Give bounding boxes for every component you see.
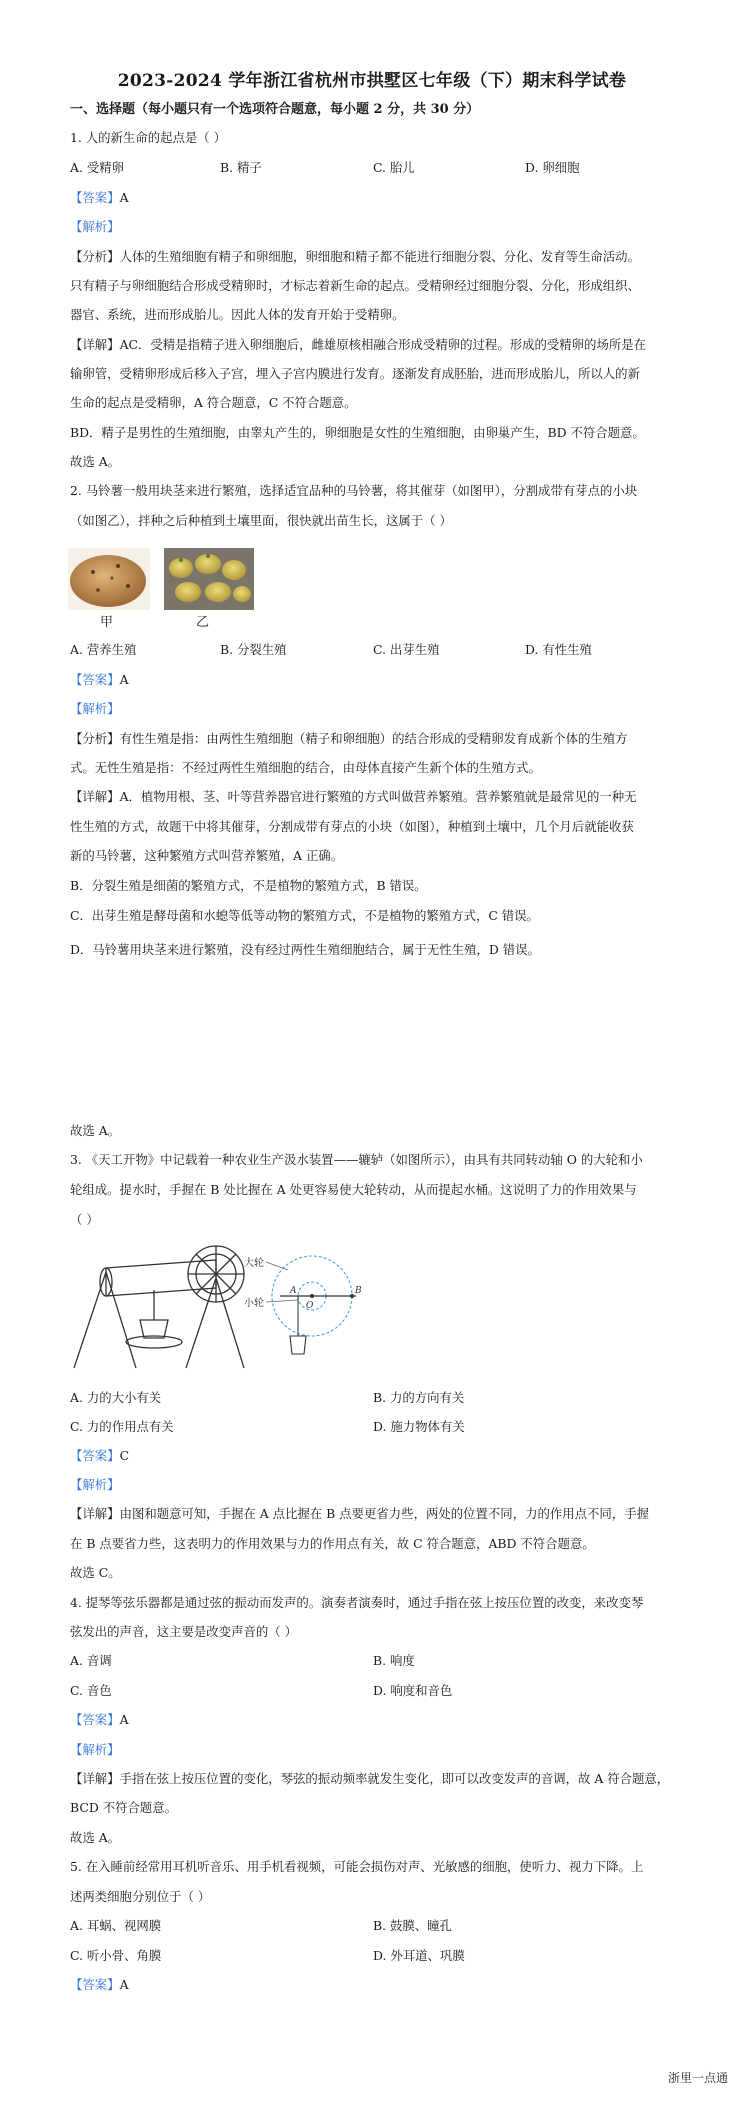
xiangjie-text: 手指在弦上按压位置的变化，琴弦的振动频率就发生变化，即可以改变发声的音调，故 A 符合题意， <box>119 1771 670 1786</box>
q3-option-d: D. 施力物体有关 <box>373 1419 465 1434</box>
q1-option-d: D. 卵细胞 <box>525 160 580 175</box>
q3-answer <box>70 1446 680 1466</box>
q2-option-b: B. 分裂生殖 <box>220 642 287 657</box>
q2-stem-2: （如图乙），拌种之后种植到土壤里面，很快就出苗生长，这属于（ ） <box>70 513 452 528</box>
q3-option-a: A. 力的大小有关 <box>70 1390 162 1405</box>
q1-xiangjie-5: 故选 A。 <box>70 454 121 469</box>
q3-jiexi-tag: 【解析】 <box>70 1477 120 1492</box>
wheel-axle-diagram <box>244 1256 362 1354</box>
q2-xiangjie-4: B．分裂生殖是细菌的繁殖方式，不是植物的繁殖方式，B 错误。 <box>70 878 427 893</box>
xiangjie-tag: 【详解】 <box>70 1771 120 1786</box>
q5-answer <box>70 1975 680 1995</box>
q1-fenxi-2: 只有精子与卵细胞结合形成受精卵时，才标志着新生命的起点。受精卵经过细胞分裂、分化，形成组织、 <box>70 278 640 293</box>
xiangjie-tag: 【详解】 <box>70 1506 120 1521</box>
fenxi-text: 有性生殖是指：由两性生殖细胞（精子和卵细胞）的结合形成的受精卵发育成新个体的生殖方 <box>119 731 628 746</box>
xiangjie-text: A．植物用根、茎、叶等营养器官进行繁殖的方式叫做营养繁殖。营养繁殖就是最常见的一种无 <box>119 789 637 804</box>
q5-stem-1: 5. 在入睡前经常用耳机听音乐、用手机看视频，可能会损伤对声、光敏感的细胞，使听力、视力下降。上 <box>70 1859 644 1874</box>
q2-xiangjie-1 <box>70 787 680 807</box>
footer-brand: 浙里一点通 <box>667 2071 728 2085</box>
q2-fenxi-1 <box>70 729 680 749</box>
q2-option-a: A. 营养生殖 <box>70 642 137 657</box>
q1-xiangjie-4: BD．精子是男性的生殖细胞，由睾丸产生的，卵细胞是女性的生殖细胞，由卵巢产生，BD 不符合题意。 <box>70 425 645 440</box>
point-a-label: A <box>290 1286 297 1296</box>
q3-xiangjie-3: 故选 C。 <box>70 1565 121 1580</box>
figure-label-jia: 甲 <box>100 615 114 630</box>
answer-value: A <box>119 1977 129 1992</box>
potato-pieces-image <box>164 548 254 610</box>
q5-stem-2: 述两类细胞分别位于（ ） <box>70 1889 211 1904</box>
q5-option-b: B. 鼓膜、瞳孔 <box>373 1918 452 1933</box>
q3-option-b: B. 力的方向有关 <box>373 1390 465 1405</box>
q4-stem-1: 4. 提琴等弦乐器都是通过弦的振动而发声的。演奏者演奏时，通过手指在弦上按压位置的改变，来改变琴 <box>70 1595 644 1610</box>
answer-value: A <box>119 672 129 687</box>
q4-answer <box>70 1710 680 1730</box>
q1-jiexi-tag: 【解析】 <box>70 219 120 234</box>
xiangjie-tag: 【详解】 <box>70 789 120 804</box>
q2-fenxi-2: 式。无性生殖是指：不经过两性生殖细胞的结合，由母体直接产生新个体的生殖方式。 <box>70 760 541 775</box>
q5-option-c: C. 听小骨、角膜 <box>70 1948 162 1963</box>
q1-fenxi-1 <box>70 247 680 267</box>
q2-conclusion: 故选 A。 <box>70 1123 121 1138</box>
potato-figure <box>68 548 258 628</box>
page-title: 2023-2024 学年浙江省杭州市拱墅区七年级（下）期末科学试卷 <box>117 71 627 91</box>
q1-xiangjie-3: 生命的起点是受精卵，A 符合题意，C 不符合题意。 <box>70 395 357 410</box>
point-b-label: B <box>355 1286 362 1296</box>
q4-option-c: C. 音色 <box>70 1683 112 1698</box>
fenxi-tag: 【分析】 <box>70 249 120 264</box>
q2-xiangjie-2: 性生殖的方式，故题干中将其催芽，分割成带有芽点的小块（如图），种植到土壤中，几个月后就能收获 <box>70 819 634 834</box>
q3-stem-1: 3. 《天工开物》中记载着一种农业生产汲水装置——辘轳（如图所示），由具有共同转动轴 O 的大轮和小 <box>70 1152 643 1167</box>
q1-fenxi-3: 器官、系统，进而形成胎儿。因此人体的发育开始于受精卵。 <box>70 307 405 322</box>
fenxi-text: 人体的生殖细胞有精子和卵细胞，卵细胞和精子都不能进行细胞分裂、分化、发育等生命活动。 <box>119 249 640 264</box>
q3-stem-2: 轮组成。提水时，手握在 B 处比握在 A 处更容易使大轮转动，从而提起水桶。这说明了力的作用效果与 <box>70 1182 637 1197</box>
potato-whole-image <box>68 548 150 610</box>
section-heading: 一、选择题（每小题只有一个选项符合题意，每小题 2 分，共 30 分） <box>70 102 480 117</box>
big-wheel-label: 大轮 <box>244 1258 264 1269</box>
q4-option-d: D. 响度和音色 <box>373 1683 453 1698</box>
q4-jiexi-tag: 【解析】 <box>70 1742 120 1757</box>
answer-tag: 【答案】 <box>70 672 120 687</box>
q4-option-a: A. 音调 <box>70 1653 112 1668</box>
q4-xiangjie-3: 故选 A。 <box>70 1830 121 1845</box>
answer-value: A <box>119 1712 129 1727</box>
q2-stem-1: 2. 马铃薯一般用块茎来进行繁殖，选择适宜品种的马铃薯，将其催芽（如图甲），分割成带有芽点的小块 <box>70 483 638 498</box>
q2-answer <box>70 670 680 690</box>
q4-xiangjie-2: BCD 不符合题意。 <box>70 1800 178 1815</box>
q4-xiangjie-1 <box>70 1769 680 1789</box>
figure-label-yi: 乙 <box>196 615 210 630</box>
point-o-label: O <box>306 1301 314 1311</box>
q3-xiangjie-2: 在 B 点要省力些，这表明力的作用效果与力的作用点有关，故 C 符合题意，ABD 不符合题意。 <box>70 1536 595 1551</box>
answer-value: A <box>119 190 129 205</box>
q1-option-c: C. 胎儿 <box>373 160 415 175</box>
q2-xiangjie-3: 新的马铃薯，这种繁殖方式叫营养繁殖，A 正确。 <box>70 848 344 863</box>
answer-tag: 【答案】 <box>70 190 120 205</box>
q2-xiangjie-6: D．马铃薯用块茎来进行繁殖，没有经过两性生殖细胞结合，属于无性生殖，D 错误。 <box>70 942 540 957</box>
fenxi-tag: 【分析】 <box>70 731 120 746</box>
answer-tag: 【答案】 <box>70 1712 120 1727</box>
q1-option-b: B. 精子 <box>220 160 262 175</box>
q2-option-c: C. 出芽生殖 <box>373 642 440 657</box>
q1-xiangjie-1 <box>70 335 680 355</box>
q2-jiexi-tag: 【解析】 <box>70 701 120 716</box>
q5-option-a: A. 耳蜗、视网膜 <box>70 1918 162 1933</box>
xiangjie-text: 由图和题意可知，手握在 A 点比握在 B 点要更省力些，两处的位置不同，力的作用点不同，手握 <box>119 1506 649 1521</box>
q1-xiangjie-2: 输卵管，受精卵形成后移入子宫，埋入子宫内膜进行发育。逐渐发育成胚胎，进而形成胎儿，所以人的新 <box>70 366 640 381</box>
q3-option-c: C. 力的作用点有关 <box>70 1419 174 1434</box>
small-wheel-label: 小轮 <box>244 1298 264 1309</box>
q1-answer <box>70 188 680 208</box>
answer-tag: 【答案】 <box>70 1448 120 1463</box>
q1-stem: 1. 人的新生命的起点是（ ） <box>70 130 226 145</box>
xiangjie-tag: 【详解】 <box>70 337 120 352</box>
q4-option-b: B. 响度 <box>373 1653 415 1668</box>
answer-value: C <box>119 1448 130 1463</box>
q2-option-d: D. 有性生殖 <box>525 642 592 657</box>
q1-option-a: A. 受精卵 <box>70 160 124 175</box>
q3-xiangjie-1 <box>70 1504 680 1524</box>
xiangjie-text: AC．受精是指精子进入卵细胞后，雌雄原核相融合形成受精卵的过程。形成的受精卵的场所是在 <box>119 337 647 352</box>
windlass-figure <box>66 1238 366 1378</box>
q3-stem-3: （ ） <box>70 1212 99 1227</box>
q4-stem-2: 弦发出的声音，这主要是改变声音的（ ） <box>70 1624 297 1639</box>
q2-xiangjie-5: C．出芽生殖是酵母菌和水螅等低等动物的繁殖方式，不是植物的繁殖方式，C 错误。 <box>70 908 539 923</box>
answer-tag: 【答案】 <box>70 1977 120 1992</box>
q5-option-d: D. 外耳道、巩膜 <box>373 1948 465 1963</box>
